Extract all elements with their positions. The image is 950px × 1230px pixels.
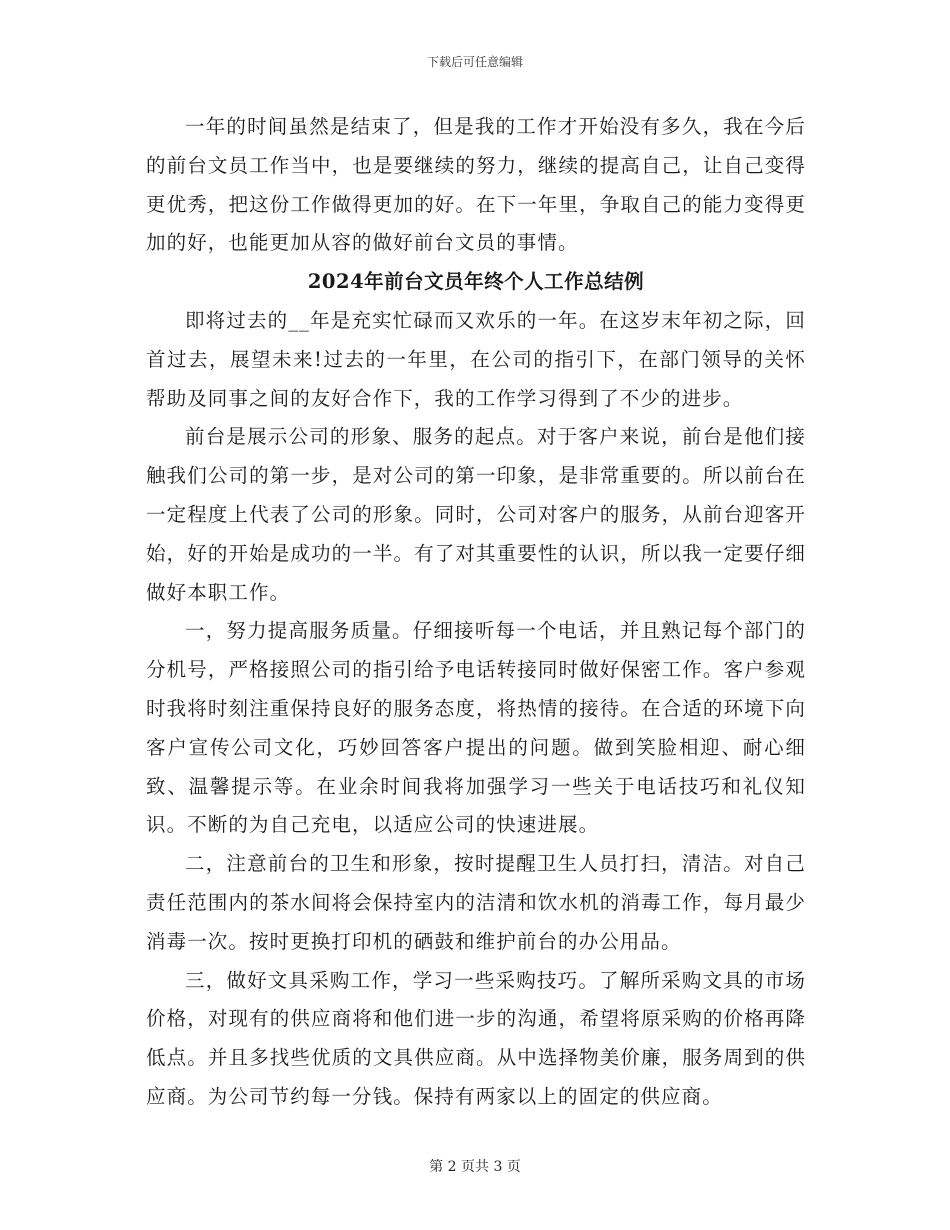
paragraph-procurement: 三，做好文具采购工作，学习一些采购技巧。了解所采购文具的市场价格，对现有的供应商将和他们进一步的沟通，希望将原采购的价格再降低点。并且多找些优质的文具供应商。从中选择物美价廉，服务周到的供应商。为公司节约每一分钱。保持有两家以上的固定的供应商。 bbox=[146, 968, 806, 1108]
intro-paragraph: 一年的时间虽然是结束了，但是我的工作才开始没有多久，我在今后的前台文员工作当中，也是要继续的努力，继续的提高自己，让自己变得更优秀，把这份工作做得更加的好。在下一年里，争取自己的能力变得更加的好，也能更加从容的做好前台文员的事情。 bbox=[146, 115, 806, 255]
page-number-footer: 第 2 页共 3 页 bbox=[429, 1159, 521, 1175]
paragraph-service-quality: 一，努力提高服务质量。仔细接听每一个电话，并且熟记每个部门的分机号，严格接照公司的指引给予电话转接同时做好保密工作。客户参观时我将时刻注重保持良好的服务态度，将热情的接待。在合适的环境下向客户宣传公司文化，巧妙回答客户提出的问题。做到笑脸相迎、耐心细致、温馨提示等。在业余时间我将加强学习一些关于电话技巧和礼仪知识。不断的为自己充电，以适应公司的快速进展。 bbox=[146, 619, 806, 837]
document-title: 2024年前台文员年终个人工作总结例 bbox=[307, 270, 645, 294]
paragraph-opening: 即将过去的__年是充实忙碌而又欢乐的一年。在这岁末年初之际，回首过去，展望未来!过去的一年里，在公司的指引下，在部门领导的关怀帮助及同事之间的友好合作下，我的工作学习得到了不少的进步。 bbox=[146, 308, 806, 410]
paragraph-hygiene: 二，注意前台的卫生和形象，按时提醒卫生人员打扫，清洁。对自己责任范围内的茶水间将会保持室内的洁清和饮水机的消毒工作，每月最少消毒一次。按时更换打印机的硒鼓和维护前台的办公用品。 bbox=[146, 852, 806, 953]
page-header-note: 下载后可任意编辑 bbox=[426, 55, 523, 69]
document-body bbox=[146, 108, 806, 1117]
paragraph-front-desk: 前台是展示公司的形象、服务的起点。对于客户来说，前台是他们接触我们公司的第一步，是对公司的第一印象，是非常重要的。所以前台在一定程度上代表了公司的形象。同时，公司对客户的服务，从前台迎客开始，好的开始是成功的一半。有了对其重要性的认识，所以我一定要仔细做好本职工作。 bbox=[146, 425, 806, 604]
